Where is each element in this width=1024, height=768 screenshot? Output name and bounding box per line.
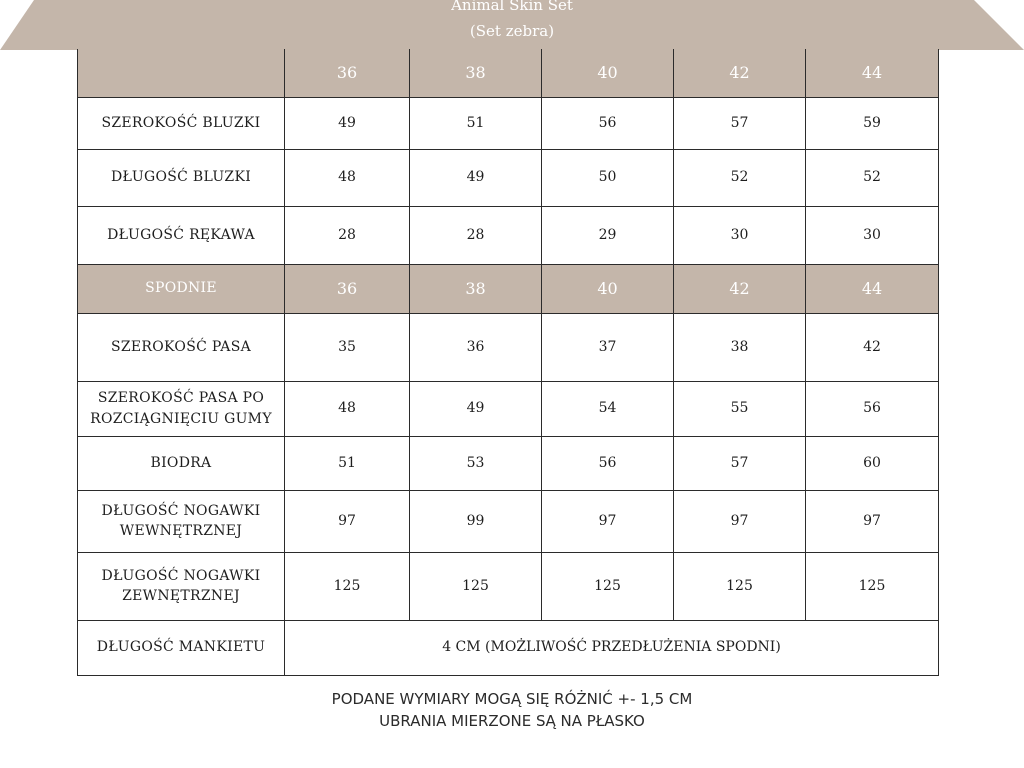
value-cell: 50 (542, 149, 674, 206)
size-header-cell: 36 (285, 49, 410, 97)
row-label: DŁUGOŚĆ NOGAWKI WEWNĘTRZNEJ (78, 490, 285, 552)
pants-header-row (78, 264, 939, 313)
value-cell: 51 (410, 97, 542, 149)
value-cell: 59 (806, 97, 939, 149)
value-cell: 125 (410, 552, 542, 620)
value-cell: 51 (285, 436, 410, 490)
row-label: SZEROKOŚĆ PASA (78, 313, 285, 381)
size-header-cell: 42 (674, 264, 806, 313)
table-row (78, 206, 939, 264)
value-cell: 30 (806, 206, 939, 264)
value-cell: 37 (542, 313, 674, 381)
row-label: DŁUGOŚĆ BLUZKI (78, 149, 285, 206)
value-cell: 57 (674, 97, 806, 149)
size-header-cell: 44 (806, 49, 939, 97)
size-header-cell: 36 (285, 264, 410, 313)
value-cell: 48 (285, 149, 410, 206)
value-cell: 56 (806, 381, 939, 436)
size-header-cell: 42 (674, 49, 806, 97)
value-cell: 52 (806, 149, 939, 206)
value-cell: 36 (410, 313, 542, 381)
value-cell: 52 (674, 149, 806, 206)
table-row (78, 381, 939, 436)
row-label: DŁUGOŚĆ RĘKAWA (78, 206, 285, 264)
top-size-header-row (78, 49, 939, 97)
value-cell: 48 (285, 381, 410, 436)
pants-section-label: SPODNIE (78, 264, 285, 313)
value-cell: 56 (542, 436, 674, 490)
cuff-row (78, 620, 939, 675)
set-title: Animal Skin Set (451, 0, 573, 14)
value-cell: 125 (674, 552, 806, 620)
value-cell: 125 (285, 552, 410, 620)
value-cell: 56 (542, 97, 674, 149)
size-header-cell: 40 (542, 264, 674, 313)
value-cell: 29 (542, 206, 674, 264)
value-cell: 55 (674, 381, 806, 436)
value-cell: 42 (806, 313, 939, 381)
value-cell: 57 (674, 436, 806, 490)
value-cell: 97 (674, 490, 806, 552)
size-header-cell: 38 (410, 49, 542, 97)
value-cell: 38 (674, 313, 806, 381)
value-cell: 35 (285, 313, 410, 381)
value-cell: 49 (410, 149, 542, 206)
table-row (78, 436, 939, 490)
value-cell: 60 (806, 436, 939, 490)
value-cell: 125 (806, 552, 939, 620)
row-label: DŁUGOŚĆ NOGAWKI ZEWNĘTRZNEJ (78, 552, 285, 620)
cuff-value-cell: 4 CM (MOŻLIWOŚĆ PRZEDŁUŻENIA SPODNI) (285, 620, 939, 675)
table-row (78, 313, 939, 381)
size-header-cell: 44 (806, 264, 939, 313)
value-cell: 30 (674, 206, 806, 264)
flat-measure-note: UBRANIA MIERZONE SĄ NA PŁASKO (379, 712, 645, 730)
value-cell: 54 (542, 381, 674, 436)
value-cell: 97 (806, 490, 939, 552)
value-cell: 99 (410, 490, 542, 552)
value-cell: 125 (542, 552, 674, 620)
value-cell: 97 (285, 490, 410, 552)
header-empty-cell (78, 49, 285, 97)
row-label: DŁUGOŚĆ MANKIETU (78, 620, 285, 675)
size-header-cell: 40 (542, 49, 674, 97)
row-label: BIODRA (78, 436, 285, 490)
value-cell: 53 (410, 436, 542, 490)
size-chart-table (77, 49, 939, 676)
size-header-cell: 38 (410, 264, 542, 313)
table-row (78, 490, 939, 552)
row-label: SZEROKOŚĆ BLUZKI (78, 97, 285, 149)
set-subtitle: (Set zebra) (469, 22, 555, 40)
value-cell: 28 (285, 206, 410, 264)
table-row (78, 552, 939, 620)
table-row (78, 149, 939, 206)
row-label: SZEROKOŚĆ PASA PO ROZCIĄGNIĘCIU GUMY (78, 381, 285, 436)
value-cell: 49 (285, 97, 410, 149)
measurement-note: PODANE WYMIARY MOGĄ SIĘ RÓŻNIĆ +- 1,5 CM (331, 690, 693, 708)
value-cell: 97 (542, 490, 674, 552)
value-cell: 28 (410, 206, 542, 264)
table-row (78, 97, 939, 149)
value-cell: 49 (410, 381, 542, 436)
